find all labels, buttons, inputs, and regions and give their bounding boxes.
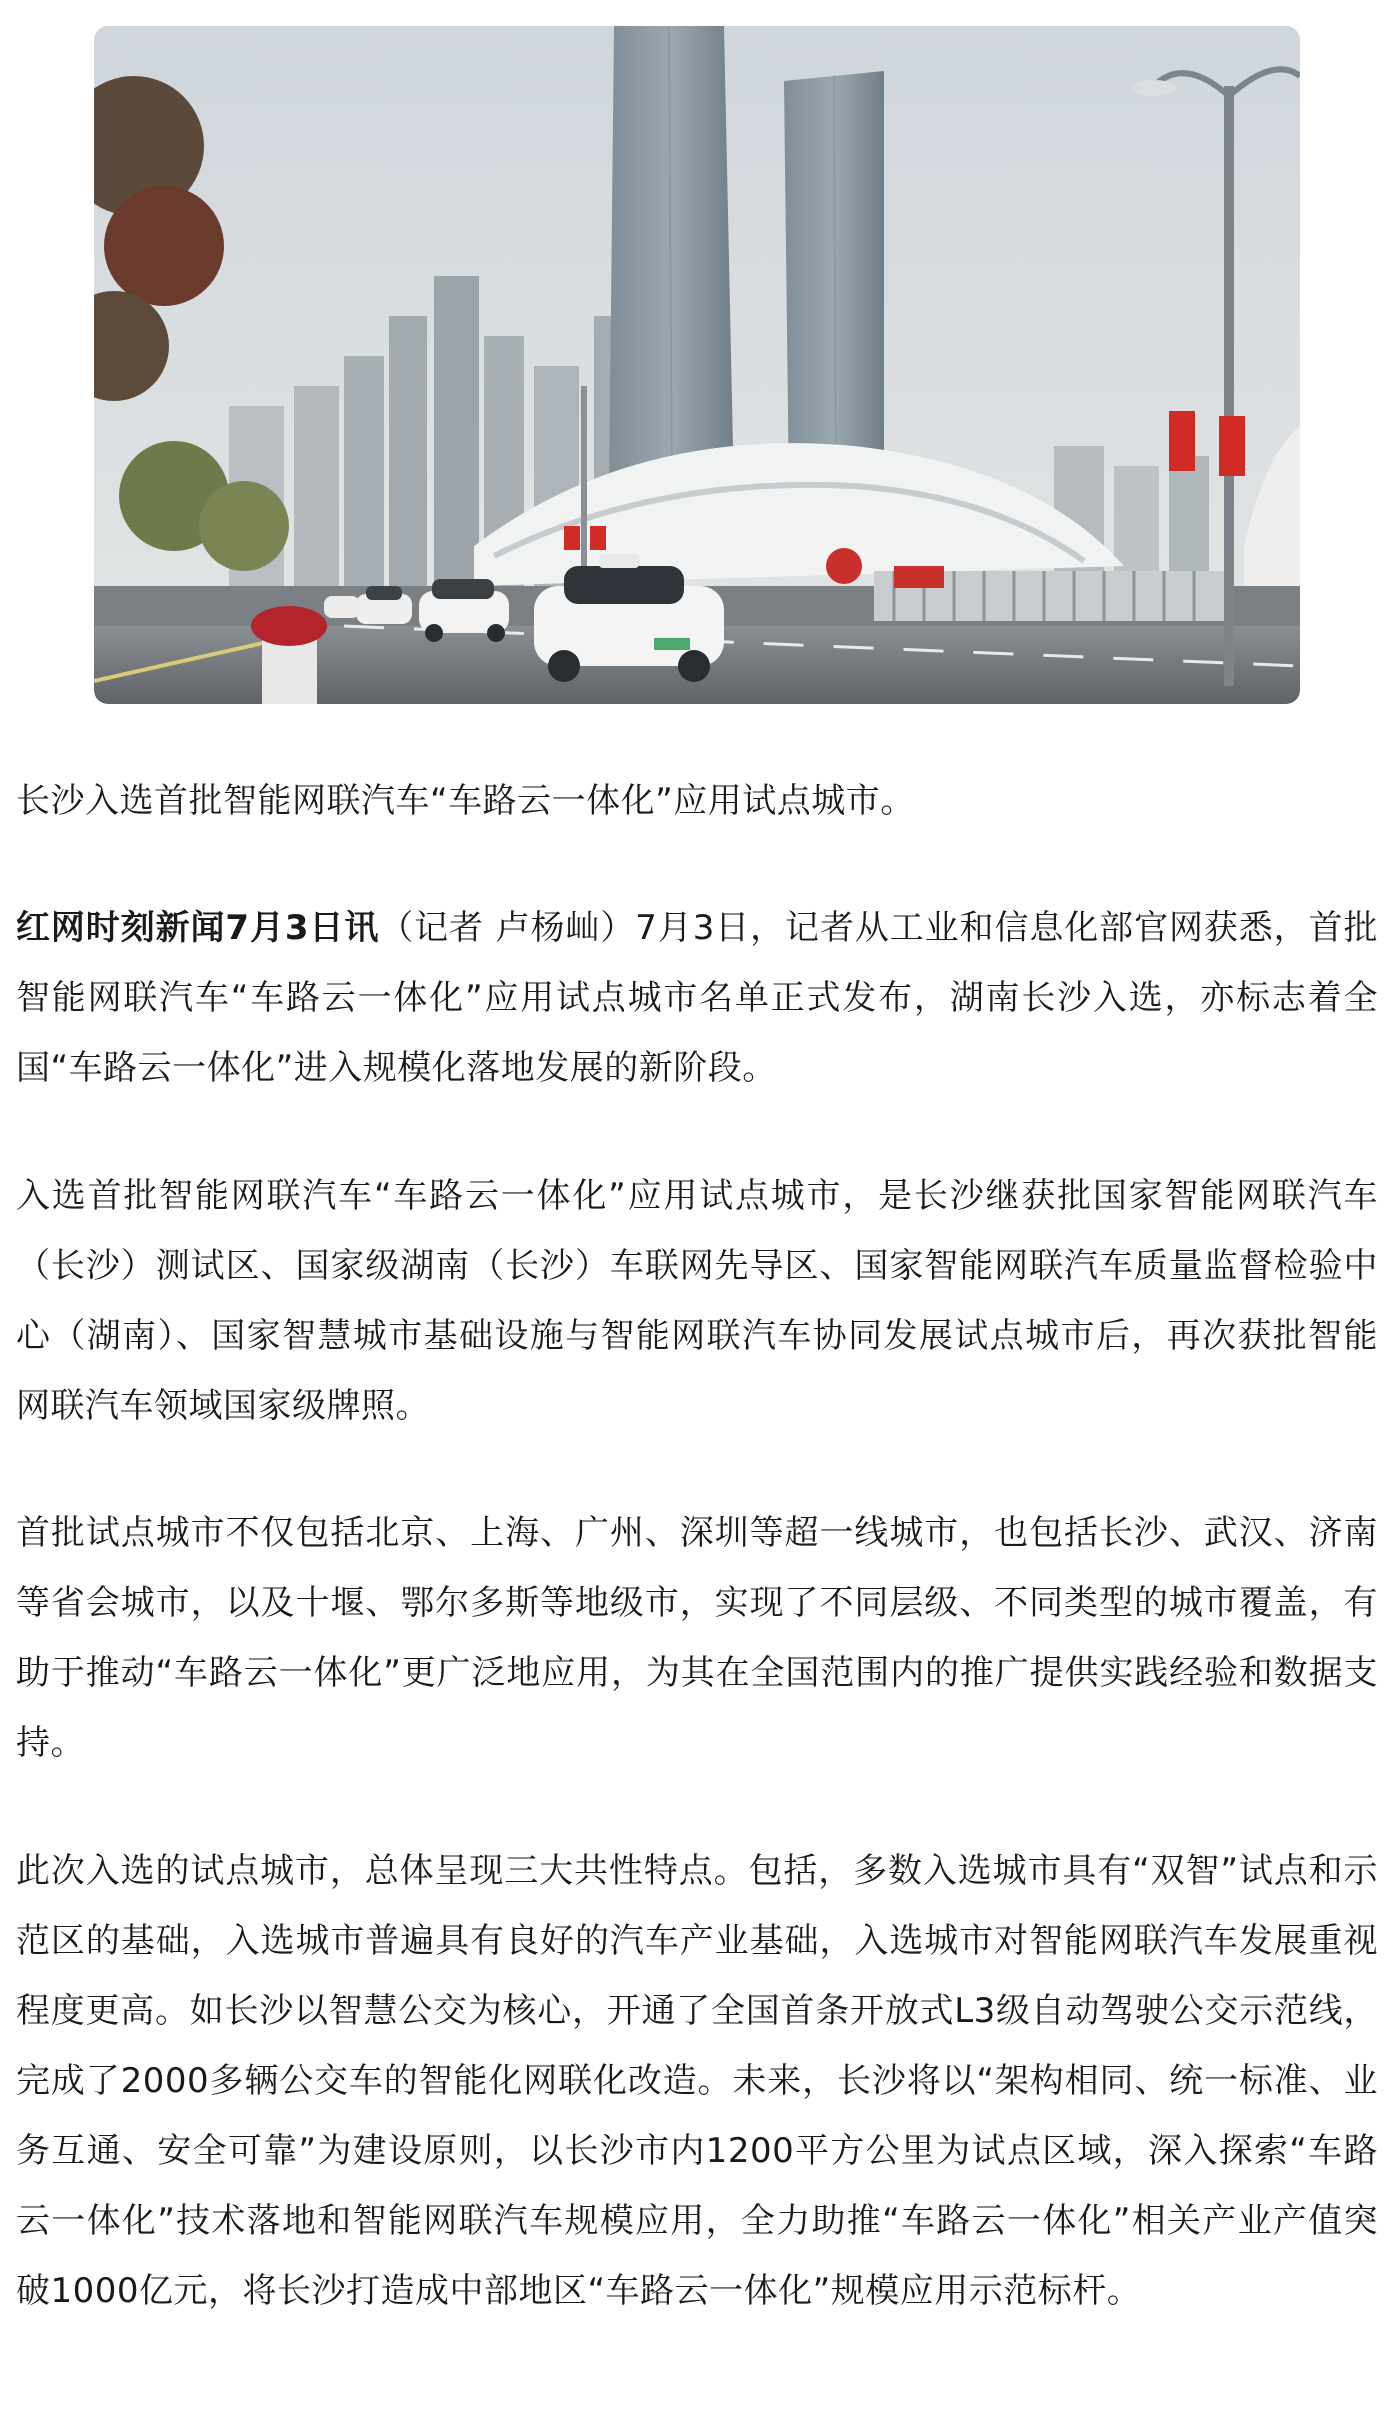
article-paragraph-1 [16,893,1378,1103]
hero-photo [94,26,1300,704]
photo-caption: 长沙入选首批智能网联汽车“车路云一体化”应用试点城市。 [16,781,915,821]
dateline: 红网时刻新闻7月3日讯 [16,908,380,948]
article-paragraph-2: 入选首批智能网联汽车“车路云一体化”应用试点城市，是长沙继获批国家智能网联汽车（长沙）测试区、国家级湖南（长沙）车联网先导区、国家智能网联汽车质量监督检验中心（湖南）、国家智慧城市基础设施与智能网联汽车协同发展试点城市后，再次获批智能网联汽车领域国家级牌照。 [16,1176,1378,1426]
article-paragraph-3: 首批试点城市不仅包括北京、上海、广州、深圳等超一线城市，也包括长沙、武汉、济南等省会城市，以及十堰、鄂尔多斯等地级市，实现了不同层级、不同类型的城市覆盖，有助于推动“车路云一体化”更广泛地应用，为其在全国范围内的推广提供实践经验和数据支持。 [16,1513,1378,1763]
paragraph-1-text: （记者 卢杨屾）7月3日，记者从工业和信息化部官网获悉，首批智能网联汽车“车路云一体化”应用试点城市名单正式发布，湖南长沙入选，亦标志着全国“车路云一体化”进入规模化落地发展的新阶段。 [16,908,1378,1088]
article-paragraph-4: 此次入选的试点城市，总体呈现三大共性特点。包括，多数入选城市具有“双智”试点和示范区的基础，入选城市普遍具有良好的汽车产业基础，入选城市对智能网联汽车发展重视程度更高。如长沙以智慧公交为核心，开通了全国首条开放式L3级自动驾驶公交示范线，完成了2000多辆公交车的智能化网联化改造。未来，长沙将以“架构相同、统一标准、业务互通、安全可靠”为建设原则，以长沙市内1200平方公里为试点区域，深入探索“车路云一体化”技术落地和智能网联汽车规模应用，全力助推“车路云一体化”相关产业产值突破1000亿元，将长沙打造成中部地区“车路云一体化”规模应用示范标杆。 [16,1851,1378,2311]
city-street-photo-illustration [94,26,1300,704]
